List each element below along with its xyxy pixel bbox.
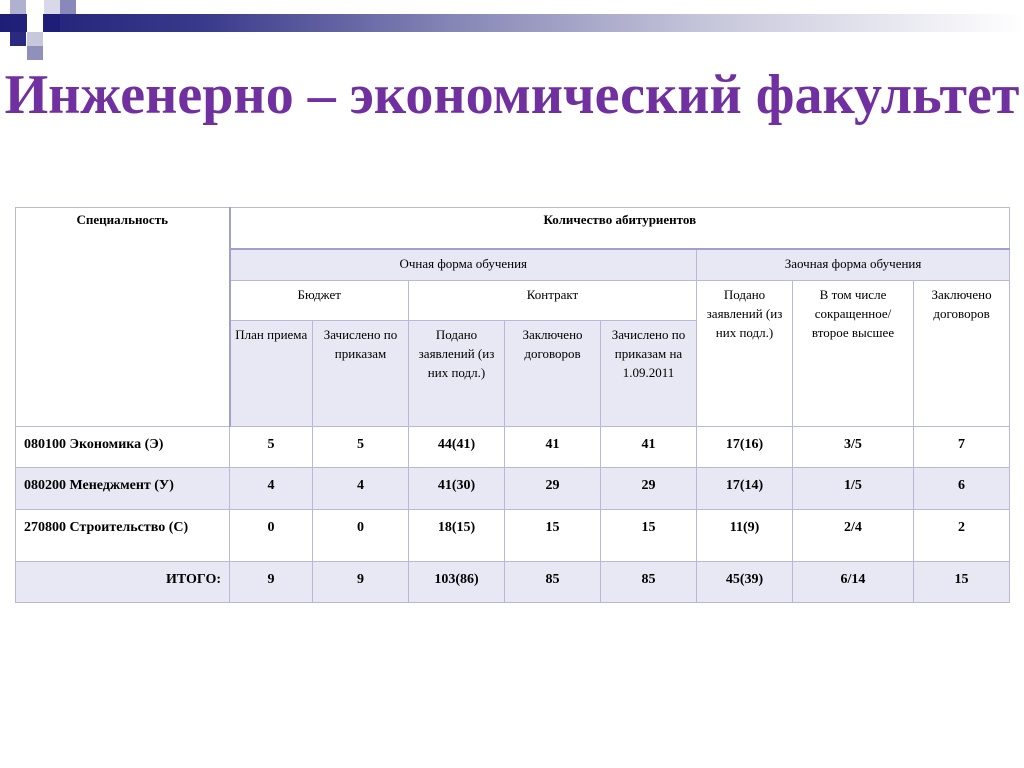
table-cell: 15 [914,562,1010,603]
table-cell: 7 [914,427,1010,468]
header-contract: Контракт [409,281,697,321]
table-cell: 2/4 [793,510,914,562]
header-enrolled: Зачислено по приказам [313,321,409,427]
table-cell: 3/5 [793,427,914,468]
decor-square [44,0,60,14]
table-cell: 6/14 [793,562,914,603]
table-cell: 0 [230,510,313,562]
table-cell: 15 [505,510,601,562]
total-label: ИТОГО: [16,562,230,603]
table-cell: 85 [505,562,601,603]
table-cell: 41(30) [409,468,505,510]
header-specialty: Специальность [16,208,230,427]
table-cell: 45(39) [697,562,793,603]
header-plan: План приема [230,321,313,427]
decor-square [10,32,26,46]
table-cell: 29 [601,468,697,510]
decor-square [10,0,26,14]
table-cell: 5 [230,427,313,468]
header-part-applied: Подано заявлений (из них подл.) [697,281,793,427]
row-specialty: 270800 Строительство (С) [16,510,230,562]
slide-title: Инженерно – экономический факультет [4,64,1020,126]
decor-square [60,0,76,14]
table-row [16,427,1010,468]
table-total-row [16,562,1010,603]
decor-square [27,32,43,46]
row-specialty: 080100 Экономика (Э) [16,427,230,468]
table-cell: 4 [230,468,313,510]
table-cell: 17(16) [697,427,793,468]
decor-square [27,14,43,32]
table-cell: 0 [313,510,409,562]
table-cell: 5 [313,427,409,468]
table-cell: 29 [505,468,601,510]
table-cell: 11(9) [697,510,793,562]
table-cell: 9 [230,562,313,603]
table-cell: 15 [601,510,697,562]
table-cell: 4 [313,468,409,510]
header-part-contracts: Заключено договоров [914,281,1010,427]
header-full-time: Очная форма обучения [230,249,697,281]
table-cell: 18(15) [409,510,505,562]
table-cell: 103(86) [409,562,505,603]
header-part-time: Заочная форма обучения [697,249,1010,281]
row-specialty: 080200 Менеджмент (У) [16,468,230,510]
decor-square [44,14,60,32]
header-part-reduced: В том числе сокращенное/ второе высшее [793,281,914,427]
table-cell: 44(41) [409,427,505,468]
header-budget: Бюджет [230,281,409,321]
header-applied: Подано заявлений (из них подл.) [409,321,505,427]
title-decoration-bar [0,14,1024,32]
table-row [16,510,1010,562]
table-cell: 41 [601,427,697,468]
table-cell: 85 [601,562,697,603]
table-cell: 6 [914,468,1010,510]
table-cell: 2 [914,510,1010,562]
table-cell: 1/5 [793,468,914,510]
table-cell: 41 [505,427,601,468]
header-applicants: Количество абитуриентов [230,208,1010,249]
table-cell: 9 [313,562,409,603]
table-row [16,468,1010,510]
header-contracts: Заключено договоров [505,321,601,427]
header-enrolled-date: Зачислено по приказам на 1.09.2011 [601,321,697,427]
table-cell: 17(14) [697,468,793,510]
applicants-table [15,207,1010,603]
